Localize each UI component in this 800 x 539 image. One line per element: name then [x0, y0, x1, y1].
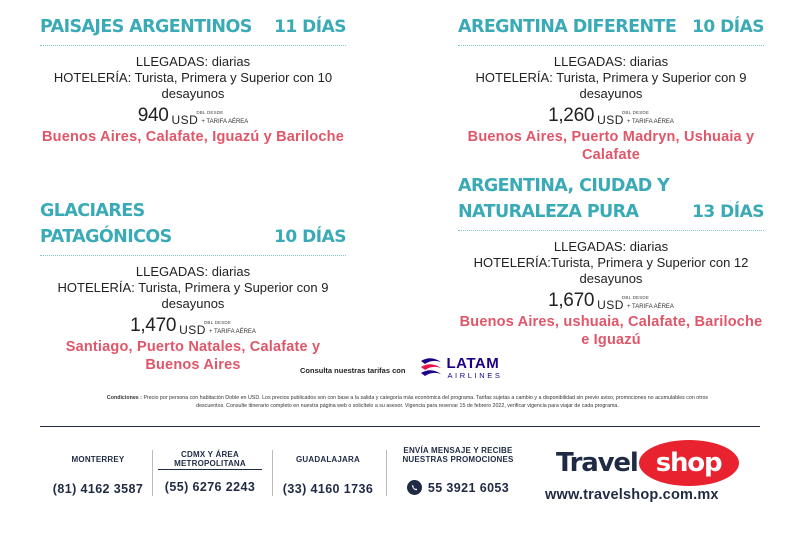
- contact-phone[interactable]: (33) 4160 1736: [282, 482, 374, 496]
- website-link[interactable]: www.travelshop.com.mx: [545, 487, 719, 503]
- latam-logo-icon: [419, 355, 443, 381]
- price-suffix: + TARIFA AÉREA: [208, 329, 256, 335]
- contact-separator: [152, 450, 153, 496]
- contact-phone[interactable]: (55) 6276 2243: [164, 480, 256, 494]
- package-days: 10 DÍAS: [274, 227, 346, 247]
- contact-label: MONTERREY: [71, 455, 125, 464]
- price-currency: USD: [179, 323, 206, 337]
- contact-guadalajara: [278, 450, 378, 496]
- package-title: ARGENTINA, CIUDAD Y NATURALEZA PURA: [458, 176, 670, 222]
- contact-whatsapp: [390, 446, 526, 495]
- package-price-row: [40, 106, 346, 126]
- latam-consulta-row: [300, 355, 502, 381]
- package-title: PAISAJES ARGENTINOS: [40, 17, 252, 37]
- package-hoteleria: HOTELERÍA:Turista, Primera y Superior con 12 desayunos: [473, 255, 749, 286]
- package-card-glaciares-patagonicos: [40, 198, 346, 374]
- package-header: [458, 173, 764, 231]
- package-days: 13 DÍAS: [692, 202, 764, 222]
- contact-label: GUADALAJARA: [296, 455, 360, 464]
- footer-divider: [40, 426, 760, 427]
- whatsapp-icon: [407, 480, 422, 495]
- package-price: 1,470: [130, 315, 177, 336]
- package-price-row: [458, 106, 764, 126]
- contact-monterrey: [48, 450, 148, 496]
- package-title: AREGNTINA DIFERENTE: [458, 17, 677, 37]
- contact-cdmx: [158, 450, 262, 494]
- contact-phone[interactable]: (81) 4162 3587: [52, 482, 144, 496]
- price-currency: USD: [171, 113, 199, 127]
- price-prefix: DBL DESDE: [196, 109, 224, 115]
- price-suffix: + TARIFA AÉREA: [201, 119, 249, 125]
- package-llegadas: LLEGADAS: diarias: [553, 54, 669, 69]
- package-price: 1,260: [548, 105, 595, 126]
- contact-label: CDMX Y ÁREA METROPOLITANA: [158, 450, 262, 470]
- contact-phone-row[interactable]: [390, 480, 526, 495]
- price-currency: USD: [597, 298, 624, 312]
- price-suffix: + TARIFA AÉREA: [626, 304, 674, 310]
- conditions-label: Condiciones :: [106, 395, 142, 401]
- latam-logo: [419, 355, 502, 381]
- contact-label: ENVÍA MENSAJE Y RECIBE NUESTRAS PROMOCIONES: [402, 446, 514, 464]
- consulta-label: Consulta nuestras tarifas con: [300, 365, 406, 375]
- package-price: 1,670: [548, 290, 595, 311]
- package-header: [40, 198, 346, 256]
- package-llegadas: LLEGADAS: diarias: [135, 54, 251, 69]
- package-llegadas: LLEGADAS: diarias: [553, 239, 669, 254]
- price-currency: USD: [597, 113, 624, 127]
- price-suffix: + TARIFA AÉREA: [626, 119, 674, 125]
- package-card-paisajes-argentinos: [40, 14, 346, 146]
- conditions-body: Precio por persona con habitación Doble en USD. Los precios publicados son con base a la salida y categoría más económica del programa. Tarifas sujetas a cambio y a disponibilidad sin previo aviso, promociones no acumulables con otros descuentos. Consulte itinerario completo en nuestra página web o solicítelo a su asesor. Vigencia para reservar 15 de febrero 2022, verificar vigencia para viajar de cada programa.: [143, 395, 709, 409]
- package-card-argentina-ciudad-naturaleza: [458, 173, 764, 349]
- logo-shop-badge: [639, 440, 739, 486]
- package-header: [40, 14, 346, 46]
- latam-brand-sub: AIRLINES: [447, 370, 503, 380]
- package-card-argentina-diferente: [458, 14, 764, 164]
- price-prefix: DBL DESDE: [203, 319, 232, 325]
- contact-phone: 55 3921 6053: [427, 480, 510, 495]
- package-price-row: [40, 316, 346, 336]
- package-title: GLACIARES PATAGÓNICOS: [40, 201, 172, 247]
- package-price-row: [458, 291, 764, 311]
- package-route: Buenos Aires, Puerto Madryn, Ushuaia y Calafate: [467, 129, 755, 163]
- price-prefix: DBL DESDE: [621, 109, 650, 115]
- package-llegadas: LLEGADAS: diarias: [135, 264, 251, 279]
- package-hoteleria: HOTELERÍA: Turista, Primera y Superior con 9 desayunos: [475, 70, 747, 101]
- contact-separator: [386, 450, 387, 496]
- package-hoteleria: HOTELERÍA: Turista, Primera y Superior con 10 desayunos: [53, 70, 333, 101]
- package-price: 940: [137, 105, 169, 126]
- contact-separator: [272, 450, 273, 496]
- travelshop-logo: [556, 440, 739, 486]
- package-route: Buenos Aires, Calafate, Iguazú y Bariloche: [42, 129, 344, 145]
- logo-shop-text: shop: [655, 448, 722, 478]
- package-body: [458, 54, 764, 164]
- package-body: [458, 239, 764, 349]
- logo-travel-text: Travel: [556, 448, 638, 478]
- price-prefix: DBL DESDE: [621, 294, 650, 300]
- package-header: [458, 14, 764, 46]
- package-body: [40, 54, 346, 146]
- package-hoteleria: HOTELERÍA: Turista, Primera y Superior con 9 desayunos: [57, 280, 329, 311]
- conditions-text: [95, 394, 720, 410]
- package-route: Buenos Aires, ushuaia, Calafate, Bariloche e Iguazú: [459, 314, 763, 348]
- latam-brand-name: LATAM: [446, 354, 500, 372]
- package-days: 10 DÍAS: [692, 17, 764, 37]
- package-route: Santiago, Puerto Natales, Calafate y Buenos Aires: [65, 339, 321, 373]
- package-days: 11 DÍAS: [274, 17, 346, 37]
